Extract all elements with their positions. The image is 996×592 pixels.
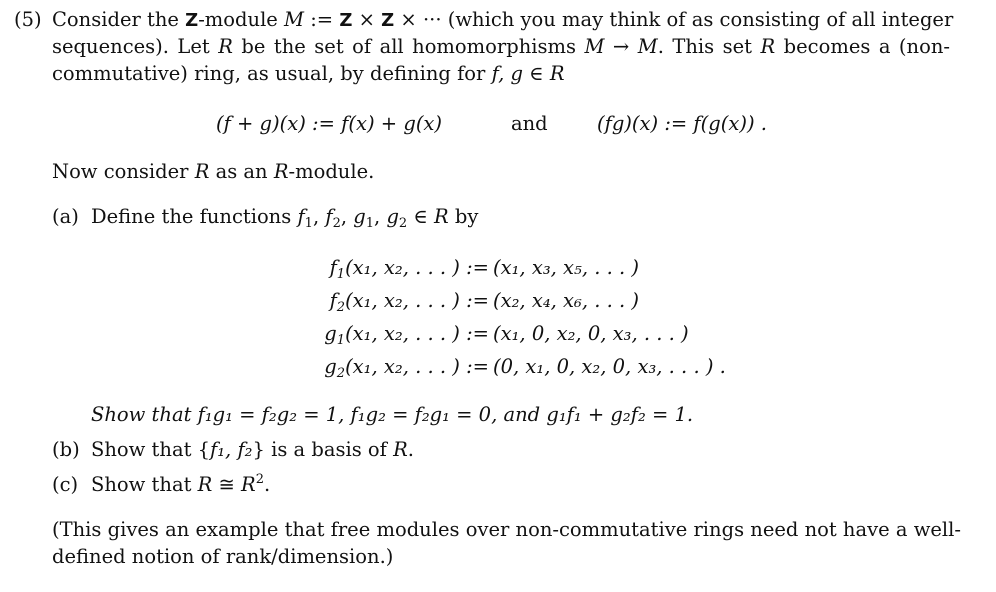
integers-symbol: Z [185,10,199,31]
function-name [324,322,489,349]
function-definition-lhs [329,256,489,282]
text: ∈ [522,62,550,85]
function-definition-lhs [329,289,489,315]
subscript: 2 [336,300,346,315]
problem-number: (5) [14,8,42,31]
function-arguments: (x₁, x₂, . . . ) := [345,256,489,279]
function-symbol: g [324,322,337,345]
math-var: g [353,205,366,228]
math-var: R [241,473,256,496]
math-var: f₁, f₂ [210,438,253,461]
function-definition-rhs: (0, x₁, 0, x₂, 0, x₃, . . . ) . [493,355,726,378]
text: as an [209,160,274,183]
function-symbol: f [329,289,337,312]
text: commutative) ring, as usual, by defining for [52,62,492,85]
text: , [312,205,326,228]
math-var: M [637,35,658,58]
function-name [324,355,489,382]
text: × [352,8,382,31]
text: , [374,205,387,228]
subscript: 1 [336,267,346,282]
text: sequences). Let [52,35,219,58]
integers-symbol: Z [339,10,353,31]
function-symbol: g [324,355,337,378]
integers-symbol: Z [381,10,395,31]
arrow-symbol: → [604,35,638,58]
text: ≅ [212,473,242,496]
text: Define the functions [91,205,298,228]
function-name [330,289,489,316]
subscript: 2 [332,216,341,231]
math-var: R [197,473,213,496]
math-var: R [393,438,408,461]
part-a-label: (a) [52,205,79,228]
remark-line-1: (This gives an example that free modules over non-commutative rings need not have a well- [52,518,961,541]
text: Now consider [52,160,195,183]
subscript: 2 [336,366,346,381]
text: Show that [91,473,198,496]
math-var: R [434,205,449,228]
remark-line-2: defined notion of rank/dimension.) [52,545,394,568]
text: . This set [657,35,761,58]
subscript: 1 [336,333,346,348]
text: be the set of all homomorphisms [232,35,585,58]
function-arguments: (x₁, x₂, . . . ) := [345,289,489,312]
intro-line-3 [52,62,950,86]
part-c-text [91,473,270,500]
math-var: R [273,160,289,183]
math-var: g [386,205,399,228]
math-var: M [584,35,605,58]
function-definition-lhs [324,322,489,348]
part-c-label: (c) [52,473,79,496]
superscript: 2 [255,472,265,487]
math-var: f [297,205,305,228]
text: becomes a (non- [775,35,950,58]
text: Show that { [91,438,211,461]
function-name [330,256,489,283]
text: := [304,8,340,31]
subscript: 2 [398,216,408,231]
subscript: 1 [304,216,313,231]
math-var: R [194,160,210,183]
intro-line-2 [52,35,950,59]
part-a-show: Show that f₁g₁ = f₂g₂ = 1, f₁g₂ = f₂g₁ = 0, and g₁f₁ + g₂f₂ = 1. [91,403,694,426]
math-var: f [325,205,333,228]
math-var: M [284,8,305,31]
product-definition: (fg)(x) := f(g(x)) . [597,112,767,135]
and-word: and [511,112,548,135]
text: by [448,205,479,228]
now-consider [52,160,374,184]
math-var: R [760,35,776,58]
text: } is a basis of [252,438,394,461]
function-symbol: f [329,256,337,279]
text: , [340,205,354,228]
function-definition-lhs [324,355,489,381]
math-var: R [218,35,233,58]
text: ∈ [407,205,435,228]
intro-line-1 [52,8,954,33]
text: . [264,473,271,496]
function-definition-rhs: (x₁, 0, x₂, 0, x₃, . . . ) [493,322,689,345]
subscript: 1 [365,216,375,231]
text: . [407,438,414,461]
math-var: R [549,62,565,85]
function-arguments: (x₁, x₂, . . . ) := [345,355,489,378]
text: × ··· [394,8,448,31]
part-b-label: (b) [52,438,80,461]
function-definition-rhs: (x₂, x₄, x₆, . . . ) [493,289,640,312]
text: Consider the [52,8,186,31]
function-definition-rhs: (x₁, x₃, x₅, . . . ) [493,256,640,279]
part-b-text [91,438,414,462]
math-var: f, g [491,62,523,85]
sum-definition: (f + g)(x) := f(x) + g(x) [216,112,443,135]
function-arguments: (x₁, x₂, . . . ) := [345,322,489,345]
text: -module [198,8,285,31]
text: (which you may think of as consisting of all integer [447,8,954,31]
text: -module. [288,160,375,183]
part-a-intro [91,205,478,232]
